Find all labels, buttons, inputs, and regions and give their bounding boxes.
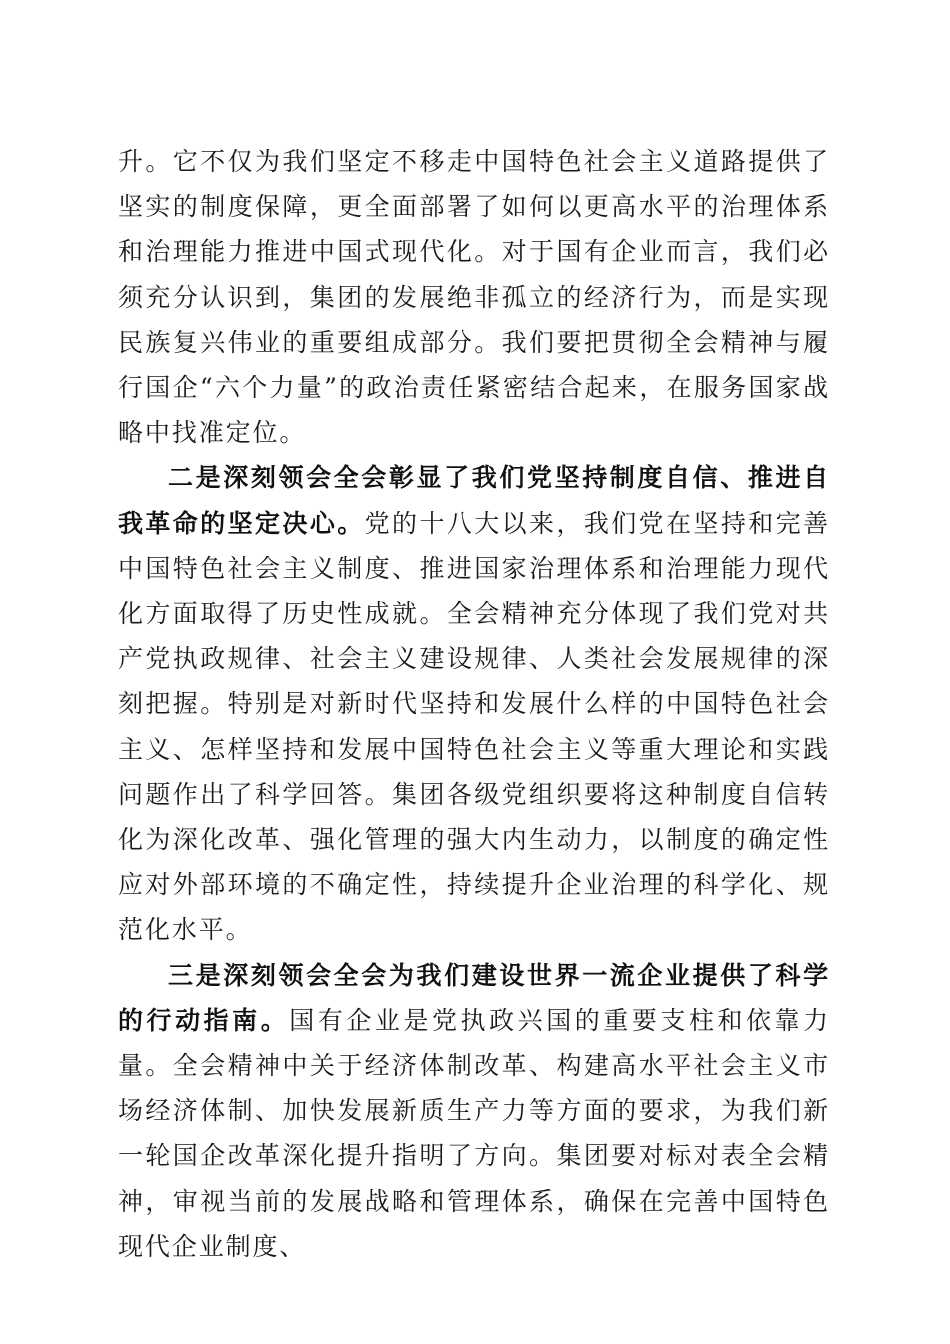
paragraph-text: 升。它不仅为我们坚定不移走中国特色社会主义道路提供了坚实的制度保障，更全面部署了如何以更高水平的治理体系和治理能力推进中国式现代化。对于国有企业而言，我们必须充分认识到，集团的发展绝非孤立的经济行为，而是实现民族复兴伟业的重要组成部分。我们要把贯彻全会精神与履行国企“六个力量”的政治责任紧密结合起来，在服务国家战略中找准定位。 <box>118 147 830 448</box>
paragraph-text: 党的十八大以来，我们党在坚持和完善中国特色社会主义制度、推进国家治理体系和治理能力现代化方面取得了历史性成就。全会精神充分体现了我们党对共产党执政规律、社会主义建设规律、人类社会发展规律的深刻把握。特别是对新时代坚持和发展什么样的中国特色社会主义、怎样坚持和发展中国特色社会主义等重大理论和实践问题作出了科学回答。集团各级党组织要将这种制度自信转化为深化改革、强化管理的强大内生动力，以制度的确定性应对外部环境的不确定性，持续提升企业治理的科学化、规范化水平。 <box>118 508 830 945</box>
document-body <box>118 139 830 1269</box>
paragraph-lead-heading: 二是深刻领会全会彰显了我们党坚持制度自信、推进自我革命的坚定决心。 <box>118 463 830 538</box>
paragraph-text: 国有企业是党执政兴国的重要支柱和依靠力量。全会精神中关于经济体制改革、构建高水平社会主义市场经济体制、加快发展新质生产力等方面的要求，为我们新一轮国企改革深化提升指明了方向。集团要对标对表全会精神，审视当前的发展战略和管理体系，确保在完善中国特色现代企业制度、 <box>118 1005 830 1261</box>
paragraph-continuation <box>118 139 830 455</box>
paragraph-point-three <box>118 953 830 1269</box>
paragraph-point-two <box>118 455 830 952</box>
paragraph-lead-heading: 三是深刻领会全会为我们建设世界一流企业提供了科学的行动指南。 <box>118 960 830 1035</box>
